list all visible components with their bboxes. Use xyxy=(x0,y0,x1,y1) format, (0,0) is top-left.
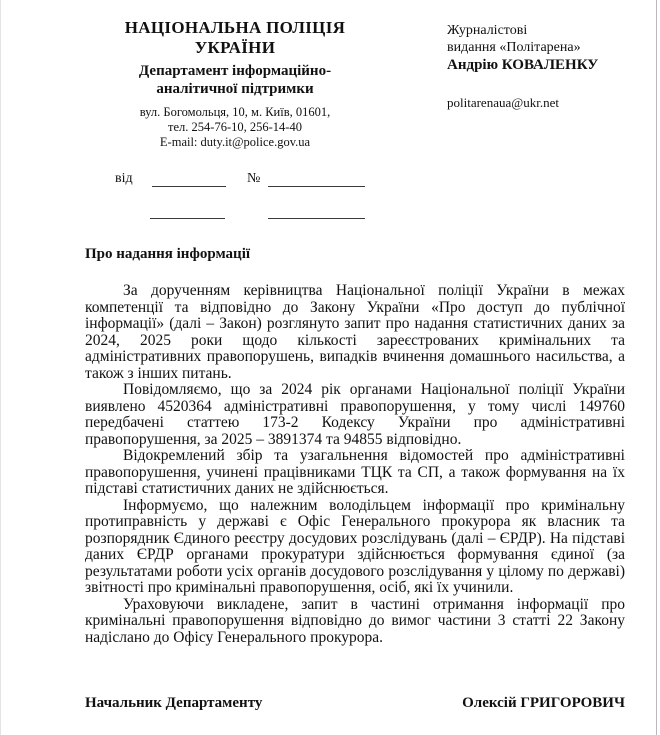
ref-number-blank-line xyxy=(268,185,365,187)
sender-contacts xyxy=(85,105,385,150)
ref-number-blank-line-2 xyxy=(268,217,365,219)
paragraph-1: За дорученням керівництва Національної поліції України в межах компетенції та відповідно до Закону України «Про доступ до публічної інформації» (далі – Закон) розглянуто запит про надання статистичних даних за 2024, 2025 роки щодо кількості зареєстрованих кримінальних та адміністративних правопорушень, випадків вчинення домашнього насильства, а також з інших питань. xyxy=(85,282,625,382)
subject-line: Про надання інформації xyxy=(85,246,251,262)
scan-edge-right xyxy=(656,0,657,735)
sender-letterhead xyxy=(85,18,385,150)
ref-date-blank-line xyxy=(152,185,226,187)
sender-phone: тел. 254-76-10, 256-14-40 xyxy=(168,120,302,134)
org-name xyxy=(85,18,385,58)
scan-edge-left xyxy=(0,0,1,735)
signer-position: Начальник Департаменту xyxy=(85,695,263,711)
paragraph-2: Повідомляємо, що за 2024 рік органами Національної поліції України виявлено 4520364 адміністративні правопорушення, у тому числі 149760 передбачені статтею 173-2 Кодексу України про адміністративні правопорушення, за 2025 – 3891374 та 94855 відповідно. xyxy=(85,381,625,448)
signer-name: Олексій ГРИГОРОВИЧ xyxy=(462,695,625,711)
recipient-role-line2: видання «Політарена» xyxy=(447,40,581,55)
ref-date-blank-line-2 xyxy=(150,217,225,219)
recipient-block xyxy=(447,22,637,111)
org-name-line2: УКРАЇНИ xyxy=(194,38,276,57)
ref-number-label: № xyxy=(247,171,261,186)
paragraph-5: Ураховуючи викладене, запит в частині отримання інформації про кримінальні правопорушення відповідно до вимог частини 3 статті 22 Закону надіслано до Офісу Генерального прокурора. xyxy=(85,595,625,646)
sender-address: вул. Богомольця, 10, м. Київ, 01601, xyxy=(139,105,331,119)
paragraph-4: Інформуємо, що належним володільцем інформації про кримінальну протиправність у державі є Офіс Генерального прокурора як власник та розпорядник Єдиного реєстру досудових розслідувань (далі – ЄРДР). На підставі даних ЄРДР органами прокуратури здійснюється формування єдиної (за результатами роботи усіх органів досудового розслідування у цілому по державі) звітності про кримінальні правопорушення, осіб, які їх учинили. xyxy=(85,496,625,596)
department-line1: Департамент інформаційно- xyxy=(138,63,332,79)
recipient-name: Андрію КОВАЛЕНКУ xyxy=(447,57,599,73)
ref-date-label: від xyxy=(115,171,133,186)
recipient-role-line1: Журналістові xyxy=(447,23,528,38)
recipient-email: politarenaua@ukr.net xyxy=(447,95,559,110)
org-name-line1: НАЦІОНАЛЬНА ПОЛІЦІЯ xyxy=(124,18,346,37)
letter-body xyxy=(85,283,625,646)
signature-row xyxy=(85,695,625,712)
department-name xyxy=(85,62,385,98)
sender-email: E-mail: duty.it@police.gov.ua xyxy=(159,135,311,149)
department-line2: аналітичної підтримки xyxy=(156,81,314,97)
paragraph-3: Відокремлений збір та узагальнення відомостей про адміністративні правопорушення, учинені працівниками ТЦК та СП, а також формування на їх підставі статистичних даних не здійснюється. xyxy=(85,447,625,497)
